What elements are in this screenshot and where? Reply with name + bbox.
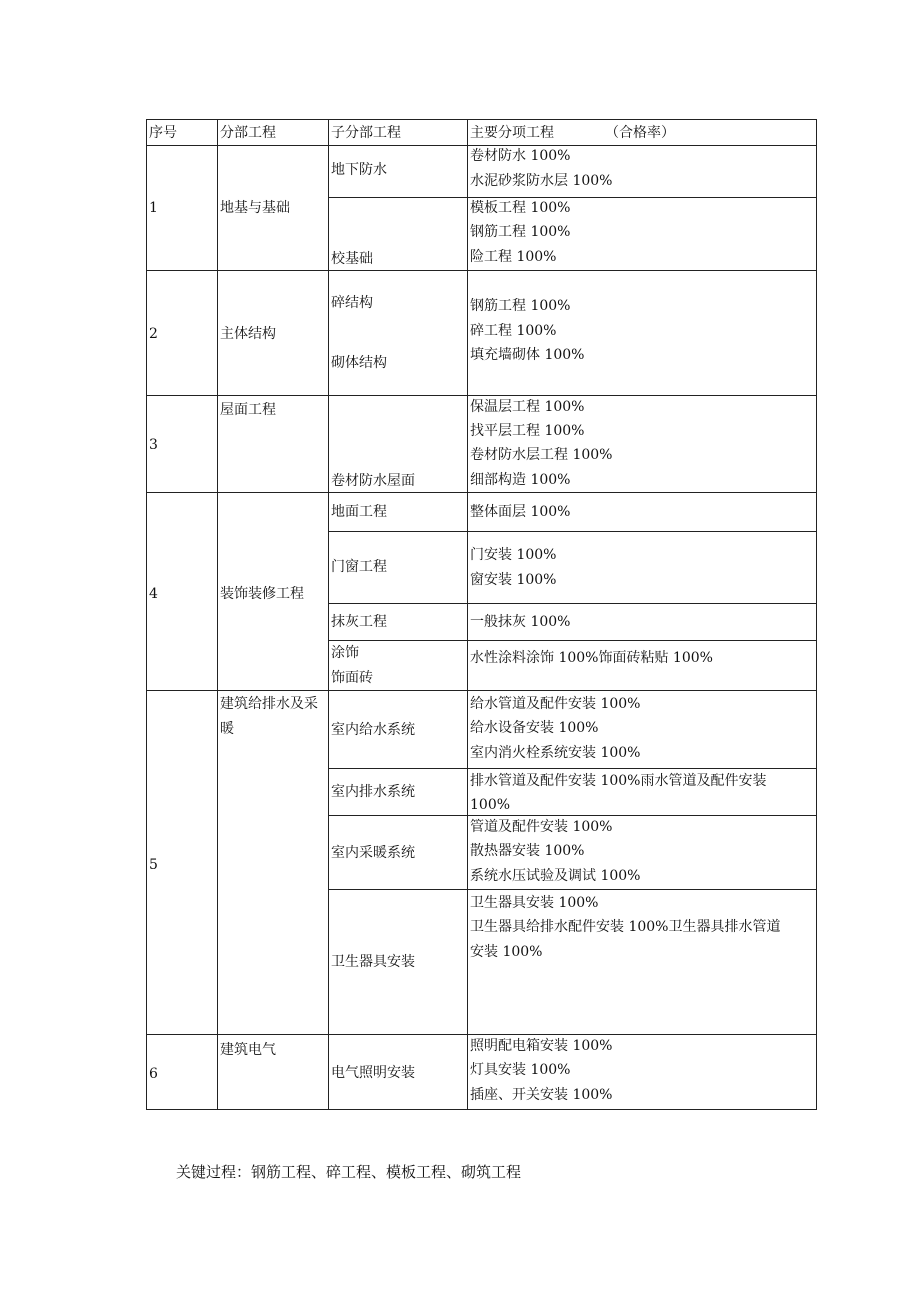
item-line: 保温层工程 100% bbox=[470, 399, 585, 415]
item-line: 整体面层 100% bbox=[470, 504, 571, 520]
item-line: 水泥砂浆防水层 100% bbox=[470, 173, 613, 189]
subdivision-name: 电气照明安装 bbox=[331, 1065, 415, 1081]
item-line: 灯具安装 100% bbox=[470, 1062, 571, 1078]
subdivision-name: 室内排水系统 bbox=[331, 784, 415, 800]
subdivision-name: 室内给水系统 bbox=[331, 722, 415, 738]
item-line: 细部构造 100% bbox=[470, 472, 571, 488]
item-line: 散热器安装 100% bbox=[470, 843, 585, 859]
item-line: 照明配电箱安装 100% bbox=[470, 1038, 613, 1054]
item-line: 卷材防水 100% bbox=[470, 148, 571, 164]
item-line: 安装 100% bbox=[470, 944, 543, 960]
table-border-right bbox=[816, 119, 817, 1110]
item-line: 管道及配件安装 100% bbox=[470, 819, 613, 835]
division-name: 装饰装修工程 bbox=[220, 586, 304, 602]
header-seq: 序号 bbox=[149, 125, 177, 141]
item-line: 卫生器具安装 100% bbox=[470, 895, 599, 911]
subdivision-name: 砌体结构 bbox=[331, 355, 387, 371]
item-line: 窗安装 100% bbox=[470, 572, 557, 588]
subdivision-name: 碎结构 bbox=[331, 295, 373, 311]
column-separator bbox=[217, 119, 218, 1110]
item-line: 险工程 100% bbox=[470, 249, 557, 265]
row-separator bbox=[146, 1034, 817, 1035]
row-seq: 1 bbox=[149, 200, 158, 216]
row-separator bbox=[146, 270, 817, 271]
item-line: 碎工程 100% bbox=[470, 323, 557, 339]
item-line: 钢筋工程 100% bbox=[470, 224, 571, 240]
sub-separator bbox=[328, 815, 817, 816]
item-line: 卷材防水层工程 100% bbox=[470, 447, 613, 463]
row-separator bbox=[146, 395, 817, 396]
key-process-note: 关键过程：钢筋工程、碎工程、模板工程、砌筑工程 bbox=[176, 1163, 522, 1181]
subdivision-name: 抹灰工程 bbox=[331, 614, 387, 630]
subdivision-name: 校基础 bbox=[331, 251, 373, 267]
item-line: 排水管道及配件安装 100%雨水管道及配件安装 bbox=[470, 773, 767, 789]
table-border-bottom bbox=[146, 1109, 817, 1110]
item-line: 给水管道及配件安装 100% bbox=[470, 696, 641, 712]
item-line: 给水设备安装 100% bbox=[470, 720, 599, 736]
item-line: 模板工程 100% bbox=[470, 200, 571, 216]
row-seq: 4 bbox=[149, 586, 158, 602]
item-line: 100% bbox=[470, 797, 511, 813]
division-name: 主体结构 bbox=[220, 326, 276, 342]
division-name: 暖 bbox=[220, 721, 234, 737]
subdivision-name: 地面工程 bbox=[331, 504, 387, 520]
subdivision-name: 地下防水 bbox=[331, 162, 387, 178]
column-separator bbox=[328, 119, 329, 1110]
row-seq: 3 bbox=[149, 437, 158, 453]
item-line: 室内消火栓系统安装 100% bbox=[470, 745, 641, 761]
table-border-top bbox=[146, 119, 817, 120]
subdivision-name: 涂饰 bbox=[331, 645, 359, 661]
header-subdivision: 子分部工程 bbox=[331, 125, 401, 141]
item-line: 水性涂料涂饰 100%饰面砖粘贴 100% bbox=[470, 650, 713, 666]
subdivision-name: 卫生器具安装 bbox=[331, 954, 415, 970]
item-line: 找平层工程 100% bbox=[470, 423, 585, 439]
division-name: 建筑电气 bbox=[220, 1042, 276, 1058]
division-name: 建筑给排水及采 bbox=[220, 696, 318, 712]
division-name: 屋面工程 bbox=[220, 402, 276, 418]
subdivision-name: 饰面砖 bbox=[331, 670, 373, 686]
item-line: 门安装 100% bbox=[470, 547, 557, 563]
subdivision-name: 卷材防水屋面 bbox=[331, 473, 415, 489]
subdivision-name: 室内采暖系统 bbox=[331, 845, 415, 861]
item-line: 系统水压试验及调试 100% bbox=[470, 868, 641, 884]
division-name: 地基与基础 bbox=[220, 200, 290, 216]
item-line: 钢筋工程 100% bbox=[470, 298, 571, 314]
row-seq: 2 bbox=[149, 326, 158, 342]
header-separator bbox=[146, 145, 817, 146]
header-items: 主要分项工程 bbox=[470, 125, 554, 141]
table-border-left bbox=[146, 119, 147, 1110]
sub-separator bbox=[328, 531, 817, 532]
row-seq: 6 bbox=[149, 1066, 158, 1082]
sub-separator bbox=[328, 889, 817, 890]
row-seq: 5 bbox=[149, 857, 158, 873]
subdivision-name: 门窗工程 bbox=[331, 559, 387, 575]
sub-separator bbox=[328, 768, 817, 769]
column-separator bbox=[467, 119, 468, 1110]
sub-separator bbox=[328, 640, 817, 641]
header-division: 分部工程 bbox=[220, 125, 276, 141]
item-line: 插座、开关安装 100% bbox=[470, 1087, 613, 1103]
row-separator bbox=[146, 690, 817, 691]
item-line: 填充墙砌体 100% bbox=[470, 347, 585, 363]
header-rate: （合格率） bbox=[605, 125, 675, 141]
item-line: 卫生器具给排水配件安装 100%卫生器具排水管道 bbox=[470, 919, 781, 935]
row-separator bbox=[146, 492, 817, 493]
item-line: 一般抹灰 100% bbox=[470, 614, 571, 630]
sub-separator bbox=[328, 197, 817, 198]
sub-separator bbox=[328, 603, 817, 604]
